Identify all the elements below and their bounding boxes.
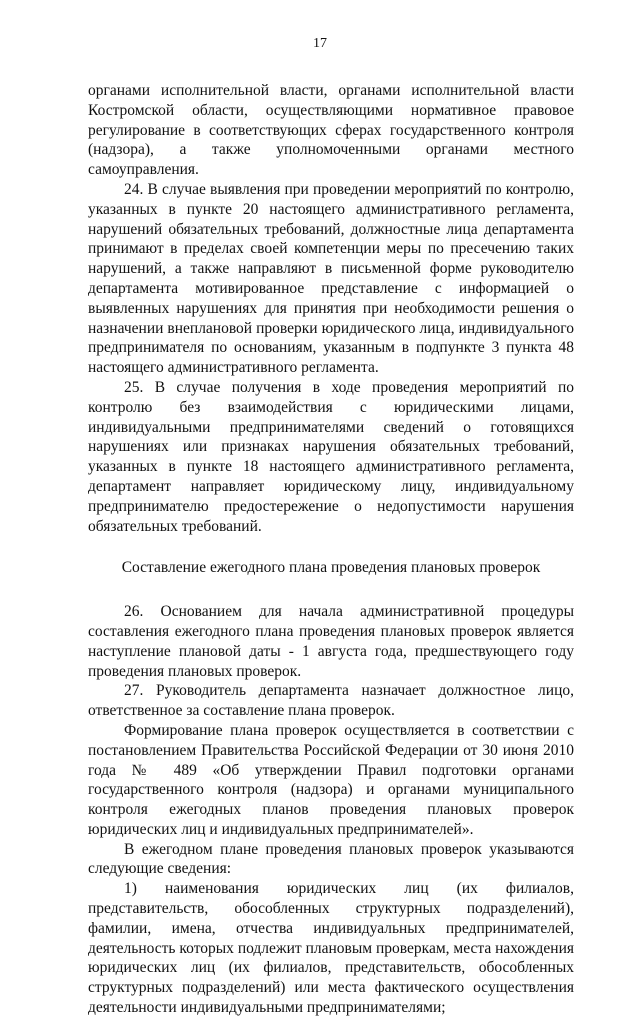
paragraph-subitem-1: 1) наименования юридических лиц (их филиалов, представительств, обособленных структурных подразделений), фамилии, имена, отчества индивидуальных предпринимателей, деятельность которых подлежит плановым проверкам, места нахождения юридических лиц (их филиалов, представительств, обособленных структурных подразделений) или места фактического осуществления деятельности индивидуальными предпринимателями; [88,880,574,1017]
section-heading: Составление ежегодного плана проведения плановых проверок [121,559,541,577]
paragraph-item-25: 25. В случае получения в ходе проведения мероприятий по контролю без взаимодействия с юридическими лицами, индивидуальными предпринимателями сведений о готовящихся нарушениях или признаках нарушения обязательных требований, указанных в пункте 18 настоящего административного регламента, департамент направляет юридическому лицу, индивидуальному предпринимателю предостережение о недопустимости нарушения обязательных требований. [88,378,574,535]
paragraph-item-27: 27. Руководитель департамента назначает должностное лицо, ответственное за составление плана проверок. [88,682,574,720]
page-number: 17 [313,36,327,51]
document-body [88,81,574,1018]
paragraph-item-24: 24. В случае выявления при проведении мероприятий по контролю, указанных в пункте 20 настоящего административного регламента, нарушений обязательных требований, должностные лица департамента принимают в пределах своей компетенции меры по пресечению таких нарушений, а также направляют в письменной форме руководителю департамента мотивированное представление с информацией о выявленных нарушениях для принятия при необходимости решения о назначении внеплановой проверки юридического лица, индивидуального предпринимателя по основаниям, указанным в подпункте 3 пункта 48 настоящего административного регламента. [88,180,574,377]
paragraph-plan-formation: Формирование плана проверок осуществляется в соответствии с постановлением Правительства Российской Федерации от 30 июня 2010 года № 489 «Об утверждении Правил подготовки органами государственного контроля (надзора) и органами муниципального контроля ежегодных планов проведения плановых проверок юридических лиц и индивидуальных предпринимателей». [88,721,574,838]
paragraph-item-26: 26. Основанием для начала административной процедуры составления ежегодного плана проведения плановых проверок является наступление плановой даты - 1 августа года, предшествующего году проведения плановых проверок. [88,603,574,680]
paragraph-plan-contents: В ежегодном плане проведения плановых проверок указываются следующие сведения: [88,840,574,878]
paragraph-continuation: органами исполнительной власти, органами исполнительной власти Костромской области, осуществляющими нормативное правовое регулирование в соответствующих сферах государственного контроля (надзора), а также уполномоченными органами местного самоуправления. [88,82,574,179]
